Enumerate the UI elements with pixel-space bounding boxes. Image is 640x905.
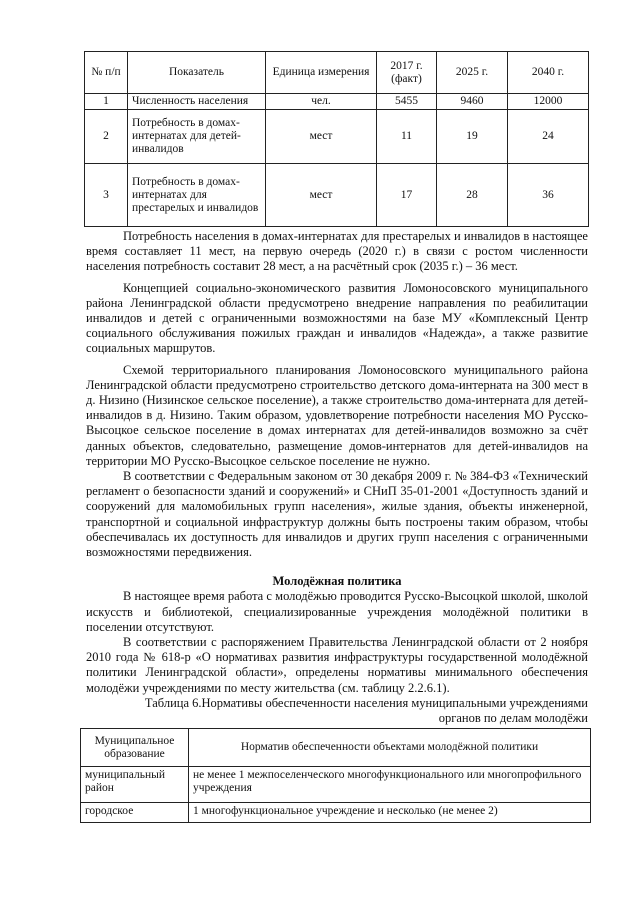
table-caption	[120, 696, 588, 725]
header-indicator: Показатель	[128, 52, 266, 94]
cell: чел.	[266, 94, 377, 110]
cell: Потребность в домах-интернатах для престарелых и инвалидов	[128, 164, 266, 227]
indicators-table	[84, 51, 589, 227]
table-header-row	[81, 729, 591, 767]
section-heading: Молодёжная политика	[272, 574, 402, 589]
cell: 36	[508, 164, 589, 227]
caption-line: органов по делам молодёжи	[438, 710, 588, 725]
youth-norms-table	[80, 728, 591, 823]
header-2040: 2040 г.	[508, 52, 589, 94]
cell: 17	[377, 164, 437, 227]
header-norm: Норматив обеспеченности объектами молодёжной политики	[189, 729, 591, 767]
header-2025: 2025 г.	[437, 52, 508, 94]
paragraph: Потребность населения в домах-интернатах для престарелых и инвалидов в настоящее время составляет 11 мест, на первую очередь (2020 г.) в связи с ростом численности населения потребность составит 28 мест, а на расчётный срок (2035 г.) – 36 мест.	[86, 229, 588, 274]
header-municipality: Муниципальное образование	[81, 729, 189, 767]
cell: 28	[437, 164, 508, 227]
cell: муниципальный район	[81, 767, 189, 803]
paragraph: В соответствии с распоряжением Правительства Ленинградской области от 2 ноября 2010 года № 618-р «О нормативах развития инфраструктуры государственной молодёжной политики Ленинградской области», определены нормативы минимального обеспечения молодёжи учреждениями по месту жительства (см. таблицу 2.2.6.1).	[86, 635, 588, 695]
cell: мест	[266, 110, 377, 164]
cell: мест	[266, 164, 377, 227]
header-2017: 2017 г. (факт)	[377, 52, 437, 94]
cell: 1 многофункциональное учреждение и несколько (не менее 2)	[189, 803, 591, 823]
cell: 24	[508, 110, 589, 164]
table-row	[85, 94, 589, 110]
table-row	[81, 803, 591, 823]
cell: 19	[437, 110, 508, 164]
header-number: № п/п	[85, 52, 128, 94]
paragraph: В соответствии с Федеральным законом от 30 декабря 2009 г. № 384-ФЗ «Технический регламент о безопасности зданий и сооружений» и СНиП 35-01-2001 «Доступность зданий и сооружений для маломобильных групп населения», жилые здания, объекты инженерной, транспортной и социальной инфраструктур должны быть построены таким образом, чтобы обеспечивалась их доступность для инвалидов и других групп населения с ограниченными возможностями передвижения.	[86, 469, 588, 560]
table-row	[85, 164, 589, 227]
cell: 12000	[508, 94, 589, 110]
cell: не менее 1 межпоселенческого многофункционального или многопрофильного учреждения	[189, 767, 591, 803]
cell: Потребность в домах-интернатах для детей-инвалидов	[128, 110, 266, 164]
cell: Численность населения	[128, 94, 266, 110]
paragraph: В настоящее время работа с молодёжью проводится Русско-Высоцкой школой, школой искусств и библиотекой, специализированные учреждения молодёжной политики в поселении отсутствуют.	[86, 589, 588, 634]
caption-line: Таблица 6.Нормативы обеспеченности населения муниципальными учреждениями	[144, 696, 588, 710]
table-row	[81, 767, 591, 803]
paragraph: Схемой территориального планирования Ломоносовского муниципального района Ленинградской области предусмотрено строительство детского дома-интерната на 300 мест в д. Низино (Низинское сельское поселение), а также строительство дома-интерната для детей-инвалидов в д. Низино. Таким образом, удовлетворение потребности населения МО Русско-Высоцкое сельское поселение в домах интернатах для детей-инвалидов возможно за счёт данных объектов, следовательно, размещение домов-интернатов для детей-инвалидов на территории МО Русско-Высоцкое сельское поселение не нужно.	[86, 362, 588, 468]
cell: городское	[81, 803, 189, 823]
cell: 9460	[437, 94, 508, 110]
body-text	[86, 229, 588, 696]
header-unit: Единица измерения	[266, 52, 377, 94]
cell: 5455	[377, 94, 437, 110]
table-row	[85, 110, 589, 164]
cell: 2	[85, 110, 128, 164]
cell: 1	[85, 94, 128, 110]
cell: 3	[85, 164, 128, 227]
cell: 11	[377, 110, 437, 164]
paragraph: Концепцией социально-экономического развития Ломоносовского муниципального района Ленинградской области предусмотрено внедрение направления по реабилитации инвалидов и детей с ограниченными возможностями на базе МУ «Комплексный Центр социального обслуживания пожилых граждан и инвалидов «Надежда», а также развитие социальных маршрутов.	[86, 280, 588, 356]
table-header-row	[85, 52, 589, 94]
